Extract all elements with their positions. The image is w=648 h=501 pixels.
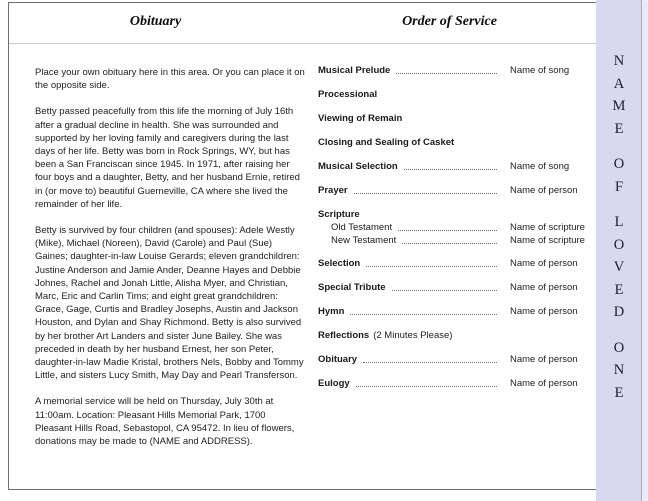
sidebar-letter: D [613, 304, 625, 320]
sidebar-letter: E [614, 384, 624, 401]
sidebar-letter: L [614, 214, 624, 230]
item-value-placeholder[interactable]: Name of person [510, 282, 578, 293]
sidebar-letter: O [613, 156, 625, 172]
item-note: (2 Minutes Please) [373, 330, 453, 341]
item-label: Hymn [318, 306, 345, 317]
item-label: Reflections [318, 330, 370, 341]
order-of-service-subitem [318, 221, 594, 234]
item-label: Viewing of Remain [318, 113, 403, 124]
order-of-service-item [318, 329, 594, 342]
dotted-leader [402, 243, 497, 244]
item-label: Processional [318, 89, 378, 100]
item-value-placeholder[interactable]: Name of scripture [510, 222, 585, 233]
dotted-leader [396, 73, 497, 74]
item-label: Prayer [318, 185, 348, 196]
item-label: Selection [318, 258, 361, 269]
sidebar-letter: N [613, 53, 625, 69]
order-of-service-item [318, 305, 594, 318]
sidebar-letter: A [613, 75, 625, 92]
item-label: Obituary [318, 354, 358, 365]
order-of-service-item [318, 64, 594, 77]
obituary-paragraph: Betty is survived by four children (and spouses): Adele Westly (Mike), Michael (Noreen), David (Carole) and Paul (Sue) Gaines; daughter-in-law Louise Gerards; eleven grandchildren: Justine Anderson and Jamie Ander, Deanne Hayes and Debbie Johnes, Rachel and Jonah Little, Alisha Myer, and Christian, Marc, Eric and Carlin Tims; and eight great grandchildren: Grace, Gage, Curtis and Bradley Josephs, Austin and Jackson Houston, and Dylan and Shay Richmond. Betty is also survived by her brother Art Landers and sister June Bailey. She was preceded in death by her husband Ernest, her son Peter, daughter-in-law Madie Kristal, brothers Nels, Bobby and Tommy Little, and sisters Lucy Smith, May Day and Pearl Transferson. [35, 225, 304, 382]
item-value-placeholder[interactable]: Name of person [510, 354, 578, 365]
dotted-leader [350, 314, 497, 315]
order-of-service-subitem [318, 234, 594, 247]
sidebar-letter: N [613, 362, 625, 378]
order-of-service-item [318, 112, 594, 125]
item-label: Scripture [318, 209, 360, 220]
sidebar-letter: O [613, 339, 625, 356]
order-of-service-item [318, 353, 594, 366]
vertical-name-text [596, 50, 642, 417]
obituary-paragraph: A memorial service will be held on Thursday, July 30th at 11:00am. Location: Pleasant Hills Memorial Park, 1700 Pleasant Hills Road, Sebastopol, CA 95472. In lieu of flowers, donations may be made to (NAME and ADDRESS). [35, 396, 295, 448]
sidebar-letter: V [613, 259, 625, 275]
sidebar-letter: F [614, 178, 624, 195]
item-label: Special Tribute [318, 282, 386, 293]
dotted-leader [404, 169, 497, 170]
obituary-paragraph: Betty passed peacefully from this life the morning of July 16th after a gradual decline in health. She was surrounded and supported by her loving family and caregivers during the last days of her life. Betty was born in Rock Springs, WY, but has been a San Franciscan since 1945. In 1971, after raising her four boys and a daughter, Betty, and her husband Ernie, retired in (or move to) beautiful Guerneville, CA where she lived the remainder of her life. [35, 106, 300, 210]
sidebar-letter: O [613, 236, 625, 253]
order-of-service-item [318, 208, 594, 221]
letter-group [614, 337, 624, 405]
item-label: Old Testament [331, 222, 393, 233]
header-divider [9, 43, 597, 44]
item-value-placeholder[interactable]: Name of song [510, 161, 570, 172]
name-of-loved-one-sidebar [596, 0, 648, 501]
item-value-placeholder[interactable]: Name of person [510, 185, 578, 196]
sidebar-letter: M [612, 98, 626, 114]
item-value-placeholder[interactable]: Name of song [510, 65, 570, 76]
obituary-paragraph: Place your own obituary here in this area. Or you can place it on the opposite side. [35, 67, 305, 92]
item-label: New Testament [331, 235, 397, 246]
order-of-service-item [318, 88, 594, 101]
order-of-service-item [318, 257, 594, 270]
order-of-service-item [318, 184, 594, 197]
item-value-placeholder[interactable]: Name of person [510, 378, 578, 389]
item-label: Musical Prelude [318, 65, 391, 76]
order-of-service-group [318, 208, 594, 247]
letter-group [613, 50, 626, 140]
order-of-service-item [318, 160, 594, 173]
obituary-text-area[interactable] [35, 66, 305, 461]
letter-group [614, 153, 624, 198]
obituary-section-title: Obituary [129, 14, 182, 29]
item-label: Musical Selection [318, 161, 398, 172]
letter-group [614, 211, 624, 324]
sidebar-letter: E [614, 281, 624, 298]
sidebar-letter: E [614, 120, 624, 137]
dotted-leader [363, 362, 497, 363]
order-of-service-section-title: Order of Service [402, 14, 497, 29]
order-of-service-item [318, 281, 594, 294]
sidebar-edge [641, 0, 648, 501]
item-label: Closing and Sealing of Casket [318, 137, 455, 148]
item-value-placeholder[interactable]: Name of scripture [510, 235, 585, 246]
dotted-leader [398, 230, 497, 231]
item-value-placeholder[interactable]: Name of person [510, 306, 578, 317]
order-of-service-item [318, 377, 594, 390]
order-of-service-list [318, 64, 594, 401]
order-of-service-item [318, 136, 594, 149]
dotted-leader [392, 290, 497, 291]
dotted-leader [356, 386, 497, 387]
item-value-placeholder[interactable]: Name of person [510, 258, 578, 269]
dotted-leader [354, 193, 497, 194]
item-label: Eulogy [318, 378, 350, 389]
dotted-leader [366, 266, 497, 267]
